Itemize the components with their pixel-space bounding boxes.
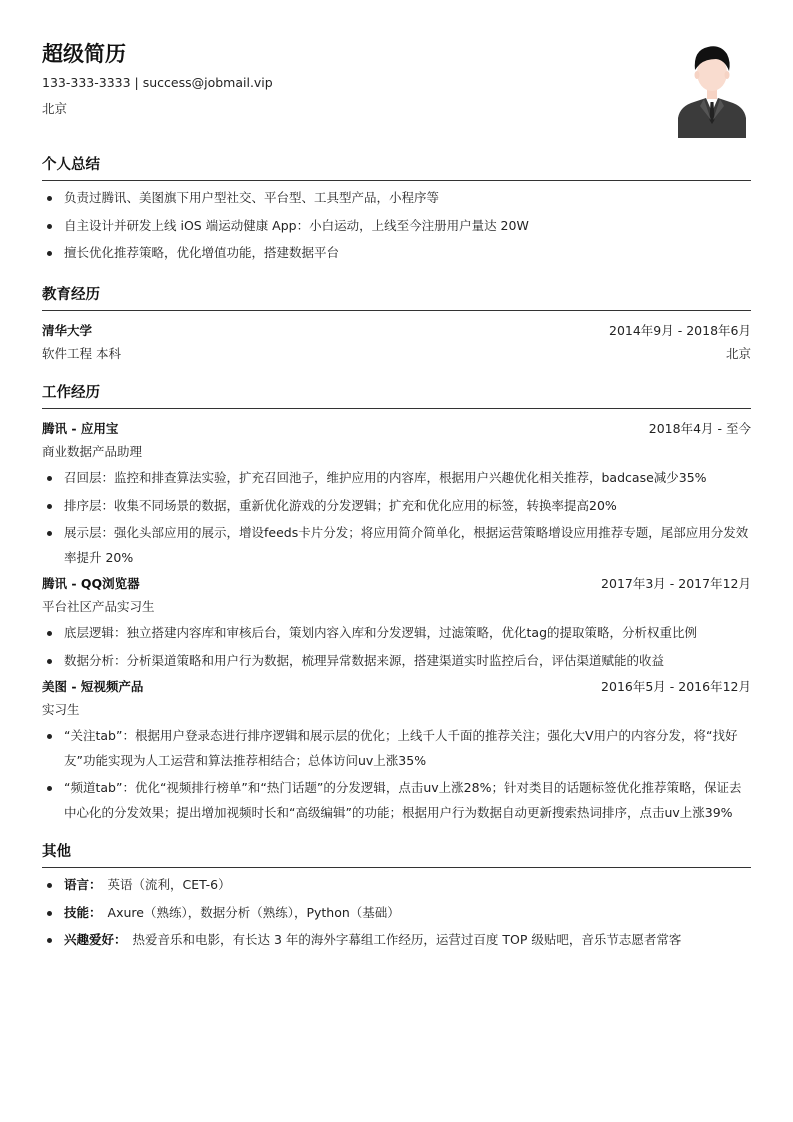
summary-section bbox=[42, 153, 751, 266]
bullet-icon bbox=[47, 938, 52, 943]
resume-name: 超级简历 bbox=[42, 42, 126, 66]
list-item: 展示层：强化头部应用的展示，增设feeds卡片分发；将应用简介简单化，根据运营策略增设应用推荐专题，尾部应用分发效率提升 20% bbox=[42, 521, 751, 570]
job-company: 美图 - 短视频产品 bbox=[42, 679, 144, 694]
bullet-icon bbox=[47, 196, 52, 201]
bullet-icon bbox=[47, 251, 52, 256]
education-major: 软件工程 本科 bbox=[42, 346, 121, 361]
section-title: 个人总结 bbox=[42, 153, 751, 181]
item-value: 热爱音乐和电影，有长达 3 年的海外字幕组工作经历，运营过百度 TOP 级贴吧，音乐节志愿者常客 bbox=[132, 932, 682, 947]
job-dates: 2016年5月 - 2016年12月 bbox=[601, 679, 751, 694]
bullet-icon bbox=[47, 734, 52, 739]
job-role: 实习生 bbox=[42, 702, 80, 717]
bullet-icon bbox=[47, 786, 52, 791]
list-item: 排序层：收集不同场景的数据，重新优化游戏的分发逻辑；扩充和优化应用的标签，转换率提高20% bbox=[42, 494, 751, 519]
item-label: 技能： bbox=[64, 904, 102, 920]
job-bullets bbox=[42, 466, 751, 570]
list-item bbox=[42, 873, 751, 898]
item-label: 语言： bbox=[64, 877, 102, 892]
list-item: 负责过腾讯、美图旗下用户型社交、平台型、工具型产品，小程序等 bbox=[42, 186, 751, 211]
list-item: 擅长优化推荐策略，优化增值功能，搭建数据平台 bbox=[42, 241, 751, 266]
job-entry bbox=[42, 572, 751, 673]
item-value: Axure（熟练），数据分析（熟练），Python（基础） bbox=[107, 904, 400, 920]
contact-info: 133-333-3333 | success@jobmail.vip bbox=[42, 75, 273, 90]
job-company: 腾讯 - QQ浏览器 bbox=[42, 576, 140, 591]
list-item: 自主设计并研发上线 iOS 端运动健康 App：小白运动，上线至今注册用户量达 20W bbox=[42, 214, 751, 239]
list-item: 召回层：监控和排查算法实验，扩充召回池子，维护应用的内容库，根据用户兴趣优化相关推荐，badcase减少35% bbox=[42, 466, 751, 491]
bullet-icon bbox=[47, 659, 52, 664]
bullet-icon bbox=[47, 631, 52, 636]
job-bullets bbox=[42, 724, 751, 825]
job-dates: 2018年4月 - 至今 bbox=[648, 421, 751, 436]
list-item: 底层逻辑：独立搭建内容库和审核后台，策划内容入库和分发逻辑，过滤策略，优化tag的提取策略，分析权重比例 bbox=[42, 621, 751, 646]
bullet-icon bbox=[47, 531, 52, 536]
education-location: 北京 bbox=[725, 346, 751, 361]
job-entry bbox=[42, 675, 751, 825]
summary-list bbox=[42, 186, 751, 266]
job-header bbox=[42, 572, 751, 595]
list-item: “频道tab”：优化“视频排行榜单”和“热门话题”的分发逻辑，点击uv上涨28%；针对类目的话题标签优化推荐策略，保证去中心化的分发效果；提出增加视频时长和“高级编辑”的功能；根据用户行为数据自动更新搜索热词排序，点击uv上涨39% bbox=[42, 776, 751, 825]
bullet-icon bbox=[47, 224, 52, 229]
list-item: “关注tab”：根据用户登录态进行排序逻辑和展示层的优化；上线千人千面的推荐关注；强化大V用户的内容分发，将“找好友”功能实现为人工运营和算法推荐相结合；总体访问uv上涨35% bbox=[42, 724, 751, 773]
education-row bbox=[42, 319, 751, 342]
job-bullets bbox=[42, 621, 751, 673]
item-value: 英语（流利，CET-6） bbox=[107, 877, 231, 892]
work-section bbox=[42, 381, 751, 825]
bullet-icon bbox=[47, 476, 52, 481]
job-header bbox=[42, 675, 751, 698]
other-list bbox=[42, 873, 751, 953]
bullet-icon bbox=[47, 911, 52, 916]
avatar bbox=[676, 40, 748, 138]
section-title: 其他 bbox=[42, 840, 751, 868]
education-dates: 2014年9月 - 2018年6月 bbox=[609, 323, 751, 338]
job-entry bbox=[42, 417, 751, 570]
other-section bbox=[42, 840, 751, 953]
job-company: 腾讯 - 应用宝 bbox=[42, 421, 119, 436]
header-city: 北京 bbox=[42, 101, 68, 116]
job-dates: 2017年3月 - 2017年12月 bbox=[601, 576, 751, 591]
job-role: 商业数据产品助理 bbox=[42, 444, 143, 459]
section-title: 工作经历 bbox=[42, 381, 751, 409]
section-title: 教育经历 bbox=[42, 283, 751, 311]
bullet-icon bbox=[47, 883, 52, 888]
bullet-icon bbox=[47, 504, 52, 509]
job-role: 平台社区产品实习生 bbox=[42, 599, 155, 614]
education-section bbox=[42, 283, 751, 365]
item-label: 兴趣爱好： bbox=[64, 932, 127, 947]
list-item: 数据分析：分析渠道策略和用户行为数据，梳理异常数据来源，搭建渠道实时监控后台，评估渠道赋能的收益 bbox=[42, 649, 751, 674]
job-header bbox=[42, 417, 751, 440]
education-detail-row bbox=[42, 342, 751, 365]
list-item bbox=[42, 928, 751, 953]
school-name: 清华大学 bbox=[42, 323, 93, 338]
list-item bbox=[42, 901, 751, 926]
